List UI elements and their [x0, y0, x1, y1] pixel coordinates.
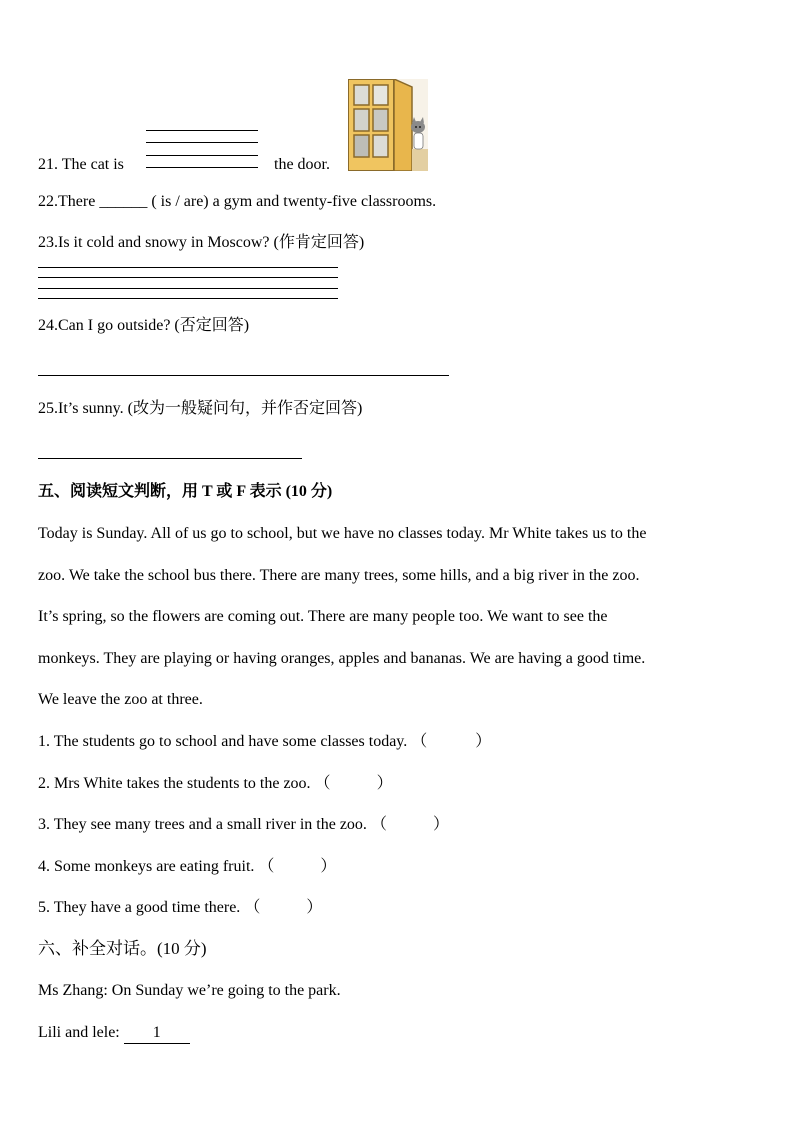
question-22 — [38, 192, 436, 212]
question-text: ( is / are) a gym and twenty-five classrooms. — [151, 193, 437, 210]
answer-line[interactable] — [38, 288, 338, 289]
question-number: 23 — [38, 234, 54, 251]
answer-paren-close: ） — [376, 775, 393, 792]
dialogue-line-1: Ms Zhang: On Sunday we’re going to the park. — [38, 982, 341, 999]
question-number: 25 — [38, 400, 54, 417]
question-25 — [38, 399, 362, 419]
question-text: .Is it cold and snowy in Moscow? (作肯定回答) — [54, 234, 365, 251]
question-text: . The cat is — [54, 156, 124, 173]
section-5-heading — [38, 482, 332, 502]
answer-paren-open: （ — [258, 858, 275, 875]
question-text: .It’s sunny. (改为一般疑问句，并作否定回答) — [54, 400, 363, 417]
question-number: 24 — [38, 317, 54, 334]
answer-line — [146, 130, 258, 131]
answer-paren-open: （ — [314, 775, 331, 792]
answer-line — [146, 155, 258, 156]
answer-paren-close: ） — [320, 858, 337, 875]
statement-text: 1. The students go to school and have some classes today. — [38, 733, 408, 750]
dialogue-speaker: Lili and lele: — [38, 1024, 120, 1041]
passage-line: It’s spring, so the flowers are coming out. There are many people too. We want to see the — [38, 608, 608, 626]
dialogue-blank-1[interactable]: 1 — [124, 1023, 190, 1044]
passage-line: Today is Sunday. All of us go to school, but we have no classes today. Mr White takes us to the — [38, 525, 647, 542]
answer-paren-close: ） — [432, 816, 449, 833]
reading-passage — [38, 524, 758, 732]
question-21 — [38, 155, 124, 175]
passage-line: We leave the zoo at three. — [38, 691, 203, 709]
passage-line: zoo. We take the school bus there. There are many trees, some hills, and a big river in the zoo. — [38, 566, 640, 584]
answer-line[interactable] — [38, 375, 449, 376]
statement-text: 3. They see many trees and a small river in the zoo. — [38, 816, 367, 833]
question-number: 21 — [38, 156, 54, 173]
dialogue-line-2 — [38, 1023, 190, 1044]
statement-3 — [38, 815, 449, 835]
cat-door-picture — [348, 79, 428, 171]
statement-2 — [38, 774, 393, 794]
statement-1 — [38, 732, 491, 752]
answer-paren-close: ） — [475, 733, 492, 750]
question-text: .Can I go outside? (否定回答) — [54, 317, 250, 334]
section-title: 五、阅读短文判断，用 T 或 F 表示 — [38, 483, 282, 500]
statement-text: 2. Mrs White takes the students to the zoo. — [38, 775, 311, 792]
answer-blank[interactable]: ______ — [99, 193, 148, 210]
answer-line — [146, 142, 258, 143]
passage-line: monkeys. They are playing or having oranges, apples and bananas. We are having a good time. — [38, 649, 646, 667]
question-number: 22 — [38, 193, 54, 210]
cat-behind-door-icon — [348, 79, 428, 171]
question-text: .There — [54, 193, 96, 210]
statement-text: 5. They have a good time there. — [38, 899, 241, 916]
answer-line — [146, 167, 258, 168]
answer-line[interactable] — [38, 277, 338, 278]
answer-line[interactable] — [38, 458, 302, 459]
answer-line[interactable] — [38, 267, 338, 268]
question-21-tail — [274, 155, 330, 175]
question-24 — [38, 316, 249, 336]
answer-paren-close: ） — [306, 899, 323, 916]
answer-paren-open: （ — [370, 816, 387, 833]
answer-paren-open: （ — [411, 733, 428, 750]
question-23 — [38, 233, 364, 253]
statement-text: 4. Some monkeys are eating fruit. — [38, 858, 255, 875]
statement-5 — [38, 898, 322, 918]
section-6-heading: 六、补全对话。(10 分) — [38, 939, 207, 958]
question-text: the door. — [274, 156, 330, 173]
section-score: (10 分) — [285, 483, 333, 500]
answer-line[interactable] — [38, 298, 338, 299]
statement-4 — [38, 857, 336, 877]
answer-paren-open: （ — [244, 899, 261, 916]
